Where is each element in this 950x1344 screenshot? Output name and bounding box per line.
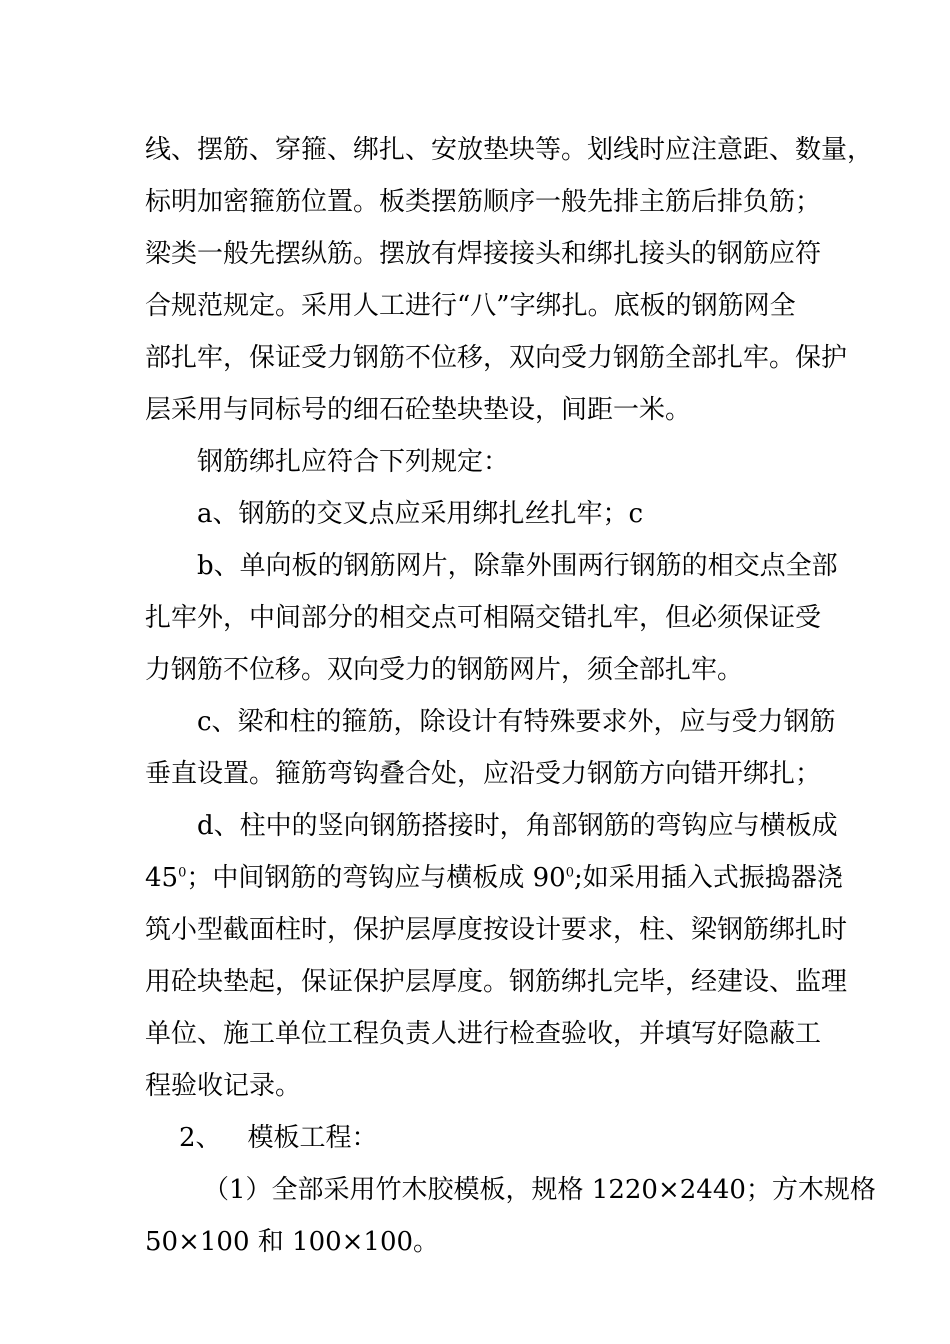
rules-heading: 钢筋绑扎应符合下列规定： [197, 447, 510, 477]
paragraph-line: 标明加密箍筋位置。板类摆筋顺序一般先排主筋后排负筋； [145, 187, 822, 217]
rule-c-line: 垂直设置。箍筋弯钩叠合处，应沿受力钢筋方向错开绑扎； [145, 759, 822, 789]
rule-c-line: c、梁和柱的箍筋，除设计有特殊要求外，应与受力钢筋 [197, 707, 836, 737]
rule-b-line: b、单向板的钢筋网片，除靠外围两行钢筋的相交点全部 [197, 551, 838, 581]
rule-b-line: 力钢筋不位移。双向受力的钢筋网片，须全部扎牢。 [145, 655, 744, 685]
rule-d-line: 单位、施工单位工程负责人进行检查验收，并填写好隐蔽工 [145, 1019, 822, 1049]
section-title: 模板工程： [247, 1123, 378, 1153]
item-1-line: 50×100 和 100×100。 [145, 1227, 440, 1257]
degree-superscript: 0 [178, 865, 187, 881]
rule-d-text: ;如采用插入式振捣器浇 [574, 863, 843, 893]
paragraph-line: 梁类一般先摆纵筋。摆放有焊接接头和绑扎接头的钢筋应符 [145, 239, 822, 269]
angle-45-value: 45 [145, 863, 179, 893]
paragraph-line: 层采用与同标号的细石砼垫块垫设，间距一米。 [145, 395, 692, 425]
section-heading [145, 1112, 809, 1164]
rule-d-line: 用砼块垫起，保证保护层厚度。钢筋绑扎完毕，经建设、监理 [145, 967, 848, 997]
rule-d-text: ；中间钢筋的弯钩应与横板成 90 [186, 863, 566, 893]
rule-b-line: 扎牢外，中间部分的相交点可相隔交错扎牢，但必须保证受 [145, 603, 822, 633]
paragraph-line: 合规范规定。采用人工进行“八”字绑扎。底板的钢筋网全 [145, 291, 796, 321]
rule-d-line: d、柱中的竖向钢筋搭接时，角部钢筋的弯钩应与横板成 [197, 811, 838, 841]
rule-d-line: 筑小型截面柱时，保护层厚度按设计要求，柱、梁钢筋绑扎时 [145, 915, 848, 945]
rule-a: a、钢筋的交叉点应采用绑扎丝扎牢；c [197, 499, 644, 529]
body-text [145, 124, 876, 1268]
degree-superscript: 0 [565, 865, 575, 881]
item-1-line: （1）全部采用竹木胶模板，规格 1220×2440；方木规格 [203, 1175, 876, 1205]
rule-d-line-angles [145, 852, 843, 904]
paragraph-line: 线、摆筋、穿箍、绑扎、安放垫块等。划线时应注意距、数量， [145, 135, 874, 165]
rule-d-line: 程验收记录。 [145, 1071, 302, 1101]
section-number: 2、 [179, 1123, 222, 1153]
paragraph-line: 部扎牢，保证受力钢筋不位移，双向受力钢筋全部扎牢。保护 [145, 343, 848, 373]
